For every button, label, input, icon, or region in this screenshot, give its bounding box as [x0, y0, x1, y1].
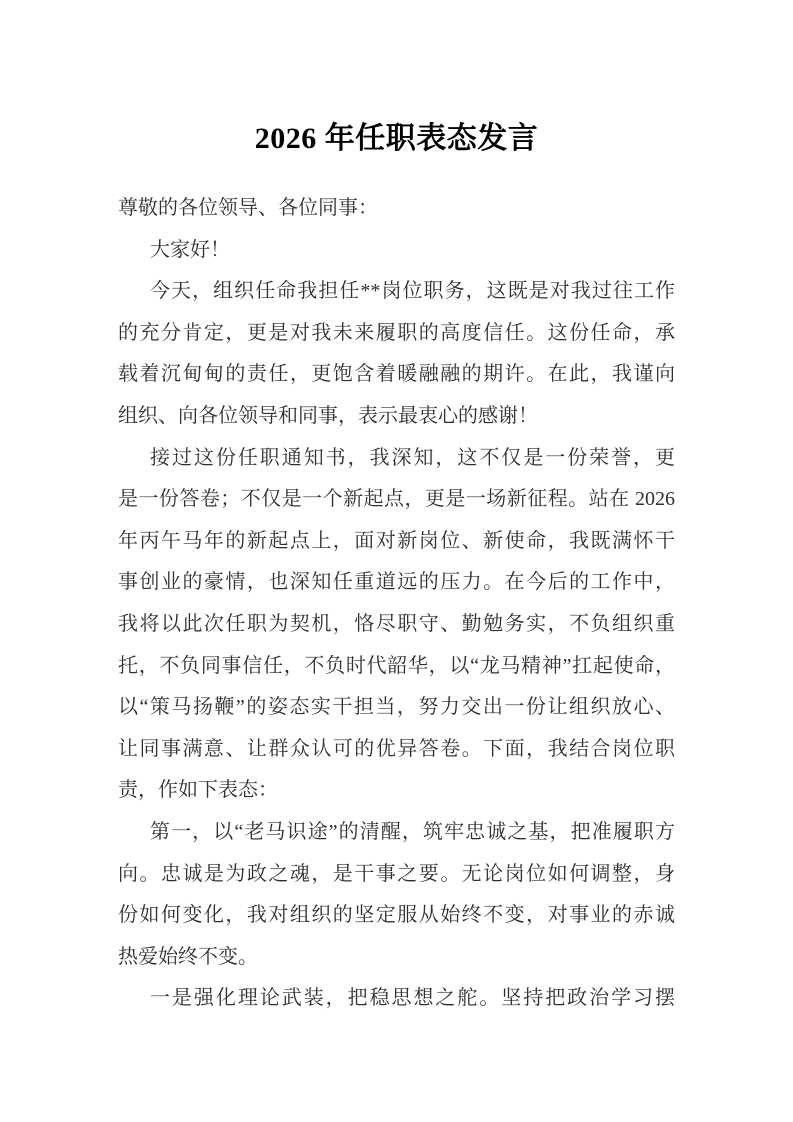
text-line: 组织、向各位领导和同事，表示最衷心的感谢！ — [118, 404, 538, 427]
text-line: 的充分肯定，更是对我未来履职的高度信任。这份任命，承 — [118, 321, 675, 344]
text-line: 第一，以“老马识途”的清醒，筑牢忠诚之基，把准履职方 — [150, 820, 675, 843]
paragraph — [118, 230, 675, 272]
text-line: 大家好！ — [150, 238, 230, 261]
text-line: 是一份答卷；不仅是一个新起点，更是一场新征程。站在 2026 — [118, 488, 675, 511]
text-line: 一是强化理论武装，把稳思想之舵。坚持把政治学习摆 — [150, 987, 675, 1010]
document-content — [118, 114, 675, 1020]
paragraph — [118, 438, 675, 812]
text-line: 尊敬的各位领导、各位同事： — [118, 197, 378, 219]
text-line: 份如何变化，我对组织的坚定服从始终不变，对事业的赤诚 — [118, 904, 675, 927]
text-line: 向。忠诚是为政之魂，是干事之要。无论岗位如何调整，身 — [118, 862, 675, 885]
document-title: 2026 年任职表态发言 — [254, 122, 539, 155]
text-line: 责，作如下表态： — [118, 779, 278, 802]
text-line: 载着沉甸甸的责任，更饱含着暖融融的期许。在此，我谨向 — [118, 363, 675, 386]
paragraph — [118, 271, 675, 437]
text-line: 年丙午马年的新起点上，面对新岗位、新使命，我既满怀干 — [118, 529, 675, 552]
paragraph — [118, 188, 675, 230]
paragraph — [118, 978, 675, 1020]
text-line: 托，不负同事信任，不负时代韶华，以“龙马精神”扛起使命， — [118, 654, 675, 677]
text-line: 今天，组织任命我担任**岗位职务，这既是对我过往工作 — [150, 280, 675, 303]
text-line: 我将以此次任职为契机，恪尽职守、勤勉务实，不负组织重 — [118, 612, 675, 635]
text-line: 让同事满意、让群众认可的优异答卷。下面，我结合岗位职 — [118, 737, 675, 760]
text-line: 接过这份任职通知书，我深知，这不仅是一份荣誉，更 — [150, 446, 675, 469]
document-body — [118, 188, 675, 1020]
text-line: 以“策马扬鞭”的姿态实干担当，努力交出一份让组织放心、 — [118, 696, 675, 719]
paragraph — [118, 812, 675, 978]
text-line: 事创业的豪情，也深知任重道远的压力。在今后的工作中， — [118, 571, 675, 594]
text-line: 热爱始终不变。 — [118, 945, 258, 968]
